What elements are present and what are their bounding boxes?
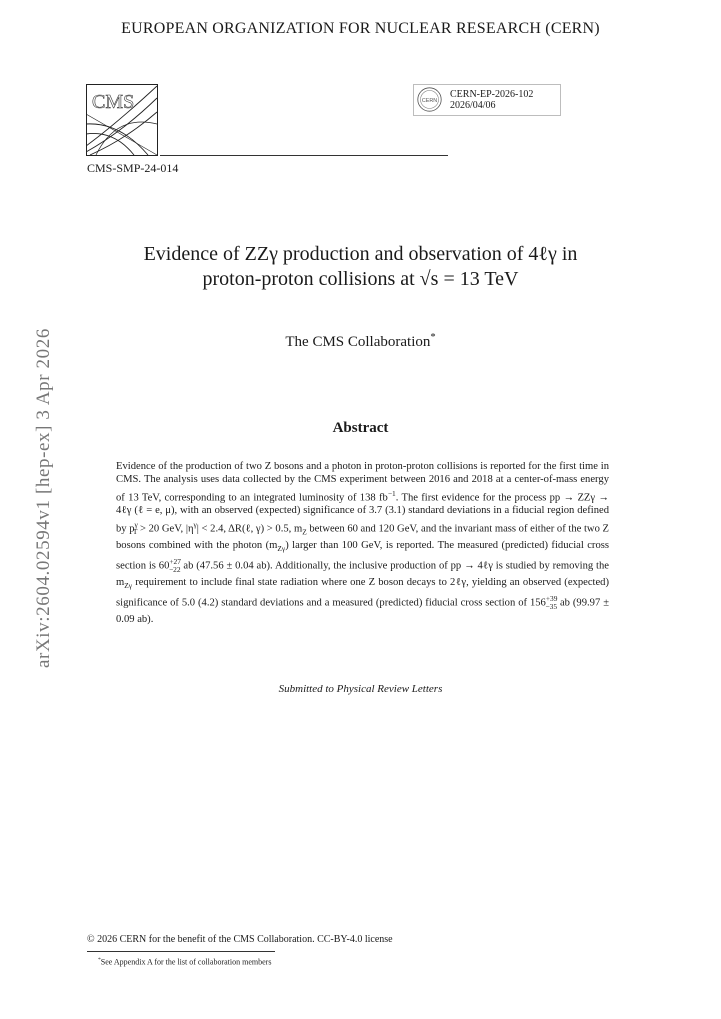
svg-text:CERN: CERN [421,97,438,104]
abstract-text [116,460,609,627]
abstract-part: ) larger than 100 GeV, is reported. The measured (predicted) fiducial cross section is 60 [116,539,610,572]
arxiv-stamp: arXiv:2604.02594v1 [hep-ex] 3 Apr 2026 [33,328,54,668]
footnote-mark: * [98,957,101,963]
footnote-rule [87,951,275,952]
header-rule [160,155,448,156]
author: The CMS Collaboration [285,334,431,350]
submission-note: Submitted to Physical Review Letters [278,683,443,695]
abstract-subscript: Z [302,527,307,537]
analysis-id: CMS-SMP-24-014 [87,161,179,175]
cern-logo-icon [416,86,443,113]
cms-logo-icon [86,84,158,156]
abstract-part: between 60 and 120 GeV, and the invariant mass of either of the two Z bosons combined with the photon (m [116,523,609,551]
abstract-part: Evidence of the production of two Z bosons and a photon in proton-proton collisions is reported for the first time in CMS. The analysis uses data collected by the CMS experiment between 2016 and 2018 at a center-of-mass energy of 13 TeV, corresponding to an integrated luminosity of 138 fb [116,461,609,504]
abstract-part: > 20 GeV, |η [137,523,194,535]
abstract-part: . The first evidence for the process pp → ZZγ → 4ℓγ (ℓ = e, μ), with an observed (expected) significance of 3.7 (3.1) standard deviations in a fiducial region defined by p [116,492,609,535]
abstract-part: | < 2.4, ΔR(ℓ, γ) > 0.5, m [196,523,303,535]
abstract-subscript: −35 [545,602,558,612]
abstract-superscript: γ [134,519,138,529]
paper-title [80,242,641,292]
title-line-1: Evidence of ZZγ production and observation of 4ℓγ in [143,243,578,265]
abstract-subscript: −22 [168,564,181,574]
footnote [98,957,271,967]
author-line [0,332,721,351]
report-number: CERN-EP-2026-102 [450,89,534,100]
abstract-part: requirement to include final state radiation where one Z boson decays to 2ℓγ, yielding an observed (expected) significance of 5.0 (4.2) standard deviations and a measured (predicted) fiducial cross section of 156 [116,577,609,609]
svg-text:CMS: CMS [92,91,135,113]
abstract-part: ab (99.97 ± 0.09 ab). [116,597,610,626]
cern-report-id [450,89,533,111]
abstract-part: ab (47.56 ± 0.04 ab). Additionally, the inclusive production of pp → 4ℓγ is studied by removing the m [116,560,610,588]
report-date: 2026/04/06 [450,100,496,111]
abstract-heading: Abstract [332,420,389,436]
abstract-superscript: −1 [387,488,396,498]
abstract-subscript: Zγ [124,581,133,591]
copyright-line: © 2026 CERN for the benefit of the CMS Collaboration. CC-BY-4.0 license [87,934,393,945]
abstract-superscript: γ [193,519,197,529]
organization-header: EUROPEAN ORGANIZATION FOR NUCLEAR RESEARCH (CERN) [121,20,600,37]
abstract-superscript: +27 [169,557,181,567]
title-line-2: proton-proton collisions at √s = 13 TeV [202,268,519,290]
abstract-subscript: T [132,527,138,537]
footnote-text: See Appendix A for the list of collaboration members [100,957,272,967]
cern-reference-box [413,84,561,116]
abstract-subscript: Zγ [277,543,286,553]
author-footnote-mark: * [430,332,436,343]
abstract-superscript: +39 [545,594,558,604]
